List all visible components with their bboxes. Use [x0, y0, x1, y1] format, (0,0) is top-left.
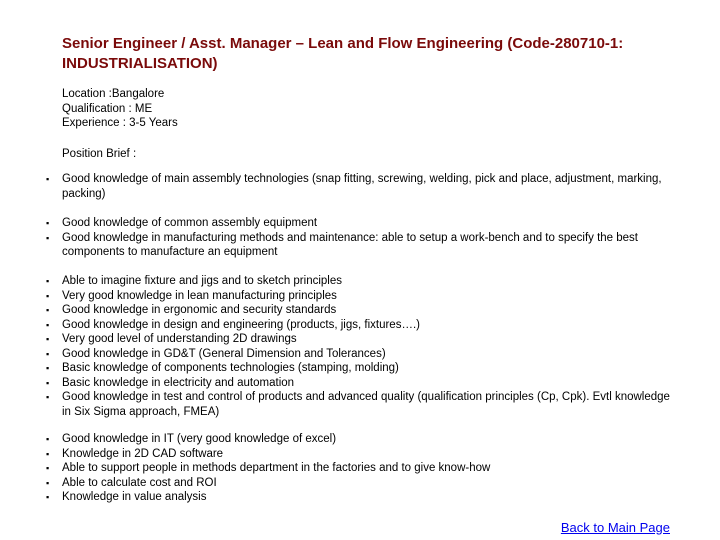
bullet-icon: ▪ — [46, 448, 50, 459]
bullet-group-3 — [46, 274, 676, 419]
bullet-icon: ▪ — [46, 290, 50, 301]
bullet-group-1 — [46, 172, 676, 201]
back-to-main-page-link[interactable]: Back to Main Page — [560, 520, 670, 535]
bullet-icon: ▪ — [46, 492, 50, 502]
bullet-icon: ▪ — [46, 218, 50, 228]
bullet-icon: ▪ — [46, 319, 50, 330]
list-item — [46, 347, 676, 362]
list-item-text: Knowledge in value analysis — [62, 491, 207, 503]
qualification-text: Qualification : ME — [62, 102, 153, 115]
location-text: Location :Bangalore — [62, 88, 165, 100]
bullet-icon: ▪ — [46, 348, 50, 359]
list-item-text: Good knowledge of main assembly technologies (snap fitting, screwing, welding, pick and place, adjustment, marking, packing) — [62, 173, 662, 200]
list-item-text: Good knowledge in manufacturing methods and maintenance: able to setup a work-bench and to specify the best components to manufacture an equipment — [62, 231, 638, 258]
bullet-icon: ▪ — [46, 477, 50, 488]
list-item-text: Very good level of understanding 2D drawings — [62, 333, 297, 345]
bullet-icon: ▪ — [46, 174, 50, 184]
bullet-icon: ▪ — [46, 434, 50, 444]
bullet-group-4 — [46, 432, 676, 505]
bullet-icon: ▪ — [46, 276, 50, 286]
bullet-icon: ▪ — [46, 392, 50, 402]
list-item-text: Good knowledge of common assembly equipment — [62, 217, 318, 229]
list-item — [46, 432, 676, 447]
list-item-text: Good knowledge in test and control of products and advanced quality (qualification principles (Cp, Cpk). Evtl knowledge in Six Sigma approach, FMEA) — [62, 391, 670, 418]
list-item-text: Good knowledge in GD&T (General Dimension and Tolerances) — [62, 347, 386, 360]
list-item-text: Able to support people in methods department in the factories and to give know-how — [62, 462, 491, 474]
bullet-icon: ▪ — [46, 377, 50, 388]
list-item — [46, 490, 676, 505]
list-item-text: Knowledge in 2D CAD software — [62, 447, 224, 460]
list-item — [46, 390, 676, 419]
list-item-text: Good knowledge in design and engineering (products, jigs, fixtures….) — [62, 318, 420, 331]
list-item — [46, 318, 676, 333]
job-meta — [62, 87, 178, 131]
list-item — [46, 303, 676, 318]
bullet-icon: ▪ — [46, 334, 50, 344]
list-item — [46, 361, 676, 376]
bullet-icon: ▪ — [46, 305, 50, 315]
list-item — [46, 476, 676, 491]
bullet-icon: ▪ — [46, 463, 50, 473]
list-item-text: Basic knowledge of components technologies (stamping, molding) — [62, 362, 399, 374]
bullet-icon: ▪ — [46, 232, 50, 243]
list-item — [46, 172, 676, 201]
experience-text: Experience : 3-5 Years — [62, 117, 178, 130]
list-item — [46, 231, 676, 260]
list-item-text: Good knowledge in ergonomic and security standards — [62, 304, 337, 316]
list-item-text: Good knowledge in IT (very good knowledge of excel) — [62, 433, 337, 445]
list-item-text: Able to imagine fixture and jigs and to sketch principles — [62, 275, 342, 287]
list-item — [46, 274, 676, 289]
list-item — [46, 376, 676, 391]
list-item — [46, 289, 676, 304]
job-title: Senior Engineer / Asst. Manager – Lean and Flow Engineering (Code-280710-1: INDUSTRIALISATION) — [62, 35, 624, 72]
bullet-icon: ▪ — [46, 363, 50, 373]
list-item — [46, 461, 676, 476]
position-brief-label: Position Brief : — [62, 148, 137, 160]
list-item — [46, 447, 676, 462]
list-item-text: Very good knowledge in lean manufacturing principles — [62, 289, 337, 302]
list-item-text: Basic knowledge in electricity and automation — [62, 376, 295, 389]
bullet-group-2 — [46, 216, 676, 260]
list-item-text: Able to calculate cost and ROI — [62, 476, 217, 489]
list-item — [46, 216, 676, 231]
list-item — [46, 332, 676, 347]
